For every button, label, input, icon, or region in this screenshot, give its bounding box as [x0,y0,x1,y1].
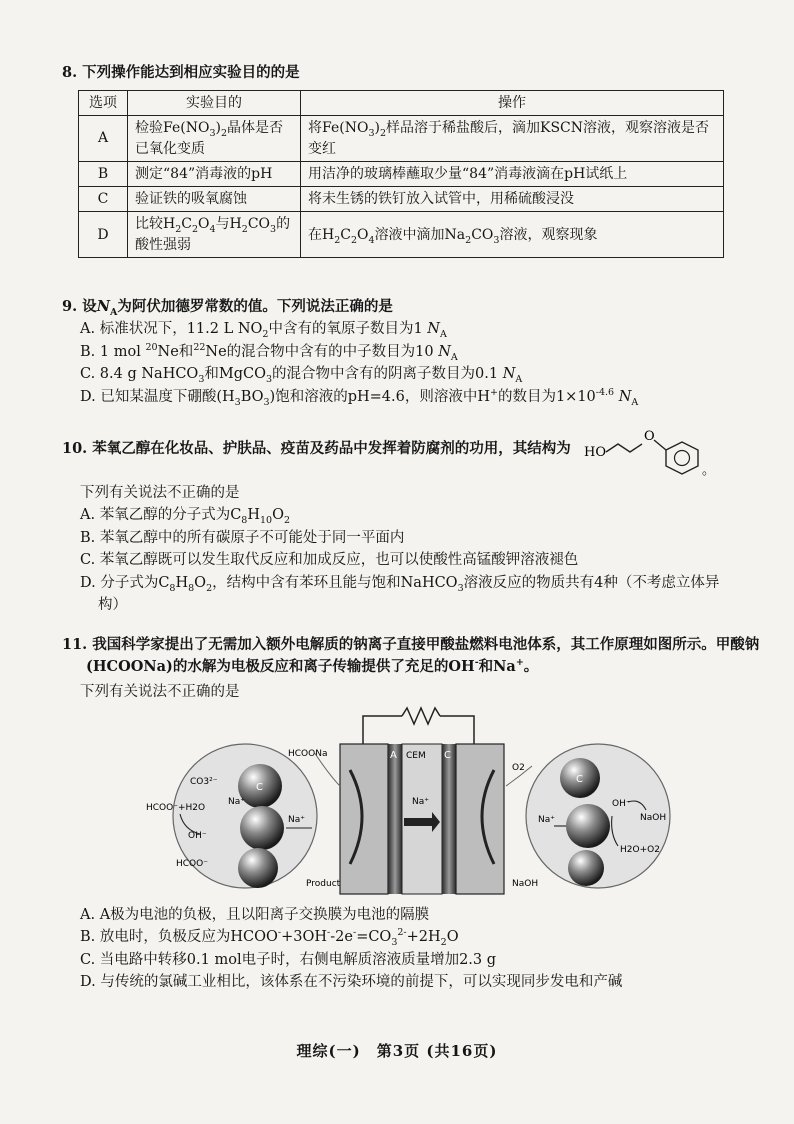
label-cem: CEM [406,751,426,761]
question-11-stem: 11. 我国科学家提出了无需加入额外电解质的钠离子直接甲酸盐燃料电池体系，其工作原理如图所示。甲酸钠(HCOONa)的水解为电极反应和离子传输提供了充足的OH-和Na+。 [62,636,760,676]
right-catalyst-ball [566,804,610,848]
benzene-ring [666,442,698,474]
anode-electrode [388,744,402,894]
header-aim: 实验目的 [128,91,301,116]
page-footer: 理综(一) 第3页 (共16页) [296,1042,498,1060]
anode-chamber [340,744,388,894]
label-electrode-c: C [444,750,451,761]
label-co3: CO3²⁻ [190,777,218,787]
row-option: D [79,212,128,258]
table-header-row [79,91,724,116]
question-11-option-a: A. A极为电池的负极，且以阳离子交换膜为电池的隔膜 [80,907,430,923]
left-catalyst-ball [238,848,278,888]
question-10-body [62,482,738,617]
question-9 [62,296,738,408]
label-h2o-o2: H2O+O2 [620,845,660,855]
row-aim: 验证铁的吸氧腐蚀 [128,187,301,212]
table-row [79,116,724,162]
cathode-chamber [456,744,504,894]
question-9-stem: 9. 设$N_A$为阿伏加德罗常数的值。下列说法正确的是 [62,298,393,318]
question-11-option-b: B. 放电时，负极反应为$HCOO^-+3OH^--2e^-=CO_3^{2-}+2H_2O$ [80,927,459,949]
question-11-sub-text: 下列有关说法不正确的是 [80,684,240,700]
question-11-sub [62,681,756,703]
question-9-option-c: C. 8.4 g NaHCO$_3$和MgCO$_3$的混合物中含有的阴离子数目为0.1 $N_A$ [80,366,523,386]
row-option: A [79,116,128,162]
row-operation: 用洁净的玻璃棒蘸取少量“84”消毒液滴在pH试纸上 [301,161,724,186]
label-na-left-2: Na⁺ [288,815,305,825]
label-na-cell: Na⁺ [412,797,429,807]
label-na-right: Na⁺ [538,815,555,825]
row-aim: 测定“84”消毒液的pH [128,161,301,186]
ether-bond [654,440,666,450]
fuel-cell-diagram [140,706,680,896]
phenoxyethanol-structure [582,420,732,482]
header-operation: 操作 [301,91,724,116]
question-9-option-d: D. 已知某温度下硼酸$(H_3BO_3)$饱和溶液的pH=4.6，则溶液中H+的数目为$1\times 10^{-4.6}$ $N_A$ [80,387,639,408]
question-10-option-c: C. 苯氧乙醇既可以发生取代反应和加成反应，也可以使酸性高锰酸钾溶液褪色 [80,552,579,569]
row-aim: 比较$H_2C_2O_4$与$H_2CO_3$的酸性强弱 [128,212,301,258]
row-operation: 将$Fe(NO_3)_2$样品溶于稀盐酸后，滴加KSCN溶液，观察溶液是否变红 [301,116,724,162]
structure-ho-label: HO [584,445,606,460]
header-option: 选项 [79,91,128,116]
label-o2: O2 [512,763,525,773]
question-11-option-d: D. 与传统的氯碱工业相比，该体系在不污染环境的前提下，可以实现同步发电和产碱 [80,974,623,991]
table-row [79,187,724,212]
question-9-option-b: B. 1 mol $^{20}$Ne和$^{22}$Ne的混合物中含有的中子数目为10 $N_A$ [80,342,458,363]
label-hcoo-h2o: HCOO⁻+H2O [146,803,206,813]
question-11-option-c: C. 当电路中转移0.1 mol电子时，右侧电解质溶液质量增加2.3 g [80,951,497,968]
label-electrode-a: A [390,750,397,761]
question-10-option-b: B. 苯氧乙醇中的所有碳原子不可能处于同一平面内 [80,529,405,546]
question-10-option-a: A. 苯氧乙醇的分子式为$C_8H_{10}O_2$ [80,507,291,527]
question-8-stem [62,62,738,84]
label-product: Product [306,879,341,889]
label-naoh-right: NaOH [640,813,667,823]
left-c-label: C [256,782,263,793]
resistor [402,708,440,724]
table-row [79,161,724,186]
label-oh-right: OH⁻ [612,799,631,809]
question-11-options [62,904,738,994]
label-hcoo: HCOO⁻ [176,859,208,869]
label-na-left-1: Na⁺ [228,797,245,807]
row-option: B [79,161,128,186]
label-naoh-cell: NaOH [512,879,539,889]
row-operation: 在$H_2C_2O_4$溶液中滴加$Na_2CO_3$溶液，观察现象 [301,212,724,258]
question-10-text: 10. 苯氧乙醇在化妆品、护肤品、疫苗及药品中发挥着防腐剂的功用，其结构为 [62,440,571,457]
circuit-wire-right [440,716,474,744]
row-operation: 将未生锈的铁钉放入试管中，用稀硫酸浸没 [301,187,724,212]
label-hcoona: HCOONa [288,749,328,759]
circuit-wire-left [363,716,402,744]
question-8-table [78,90,724,258]
right-catalyst-ball [568,850,604,886]
benzene-ring-circle [675,451,690,466]
question-11 [62,634,762,679]
ethylene-chain [606,444,642,452]
structure-end-mark: 。 [702,463,716,478]
row-aim: 检验$Fe(NO_3)_2$晶体是否已氧化变质 [128,116,301,162]
structure-o-label: O [644,429,655,444]
question-10-option-d: D. 分子式为$C_8H_8O_2$，结构中含有苯环且能与饱和NaHCO$_3$溶液反应的物质共有4种（不考虑立体异构） [80,574,720,614]
label-oh: OH⁻ [188,831,207,841]
left-catalyst-ball [240,806,284,850]
right-c-label: C [576,774,583,785]
row-option: C [79,187,128,212]
table-row [79,212,724,258]
question-8-text: 8. 下列操作能达到相应实验目的的是 [62,64,300,81]
cathode-electrode [442,744,456,894]
question-9-option-a: A. 标准状况下，11.2 L $NO_2$中含有的氧原子数目为1 $N_A$ [80,321,447,341]
question-10-sub: 下列有关说法不正确的是 [80,485,240,501]
